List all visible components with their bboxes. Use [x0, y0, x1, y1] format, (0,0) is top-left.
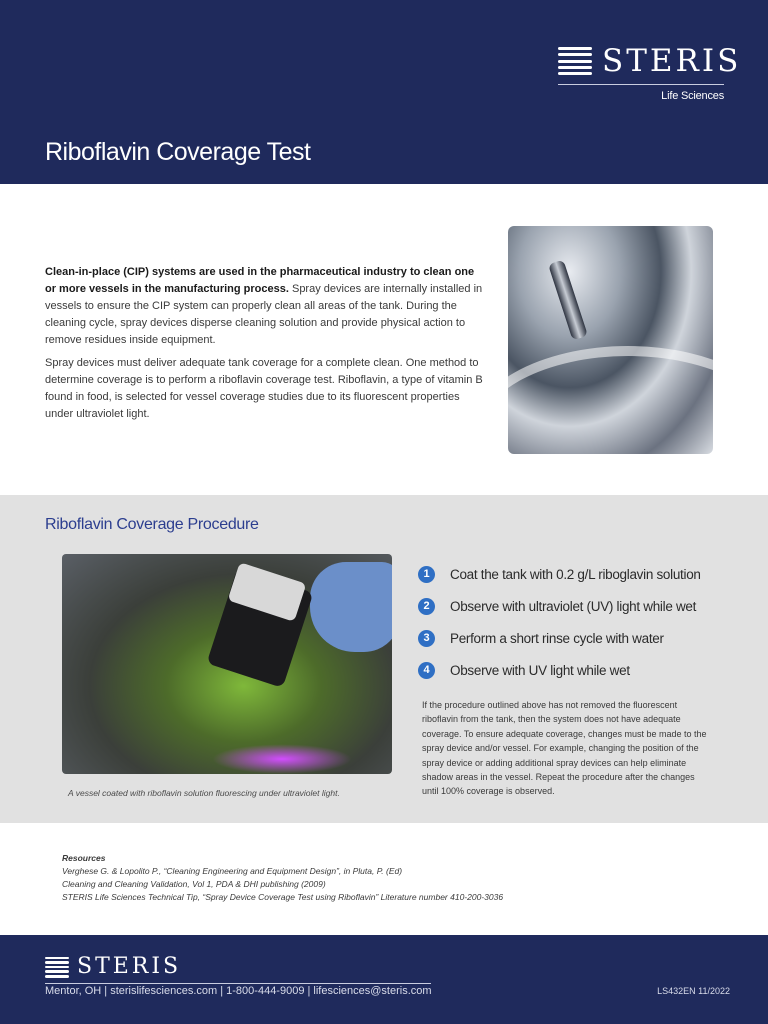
resources — [62, 852, 503, 904]
intro-lead-rest: Spray devices are internally installed in vessels to ensure the CIP system can properly clean all areas of the tank. During the cleaning cycle, spray devices disperse cleaning solution and provide physical action to remove residues inside equipment. — [45, 283, 483, 346]
contact-info: Mentor, OH | sterislifesciences.com | 1-800-444-9009 | lifesciences@steris.com — [45, 985, 432, 997]
procedure-step — [418, 654, 701, 686]
resource-line: Cleaning and Cleaning Validation, Vol 1, PDA & DHI publishing (2009) — [62, 879, 326, 889]
step-text: Perform a short rinse cycle with water — [450, 630, 664, 646]
steris-logo-footer — [45, 955, 181, 979]
intro-text — [45, 264, 485, 429]
brand-name: STERIS — [602, 43, 742, 79]
step-number-badge: 4 — [418, 662, 435, 679]
procedure-steps — [418, 558, 701, 686]
procedure-note: If the procedure outlined above has not removed the fluorescent riboflavin from the tank, then the system does not have adequate coverage. To ensure adequate coverage, changes must be made to the spray device and/or vessel. For example, changing the position of the spray device or adding additional spray devices can help eliminate shadow areas in the vessel. Repeat the procedure after the changes until 100% coverage is observed. — [422, 700, 707, 797]
document-code: LS432EN 11/2022 — [657, 986, 730, 996]
procedure-step — [418, 622, 701, 654]
division-label: Life Sciences — [661, 90, 724, 102]
step-number-badge: 2 — [418, 598, 435, 615]
footer-band — [0, 935, 768, 1024]
steris-logo — [558, 44, 741, 78]
footer-divider — [45, 983, 431, 984]
intro-lead-bold: Clean-in-place (CIP) systems are used in the pharmaceutical industry to clean one or more vessels in the manufacturing process. — [45, 266, 475, 295]
uv-vessel-photo — [62, 554, 392, 774]
resources-title: Resources — [62, 853, 106, 863]
step-text: Observe with UV light while wet — [450, 662, 630, 678]
step-text: Observe with ultraviolet (UV) light while wet — [450, 598, 697, 614]
resource-line: Verghese G. & Lopolito P., “Cleaning Engineering and Equipment Design”, in Pluta, P. (Ed) — [62, 866, 403, 876]
step-number-badge: 1 — [418, 566, 435, 583]
step-number-badge: 3 — [418, 630, 435, 647]
procedure-step — [418, 590, 701, 622]
steris-wave-logo-icon — [45, 957, 69, 978]
spray-device-photo — [508, 226, 713, 454]
step-text: Coat the tank with 0.2 g/L riboglavin solution — [450, 566, 701, 582]
intro-paragraph-1 — [45, 264, 485, 349]
page-title: Riboflavin Coverage Test — [45, 138, 311, 166]
steris-wave-logo-icon — [558, 47, 592, 75]
logo-divider — [558, 84, 724, 85]
photo-caption: A vessel coated with riboflavin solution fluorescing under ultraviolet light. — [68, 788, 340, 798]
procedure-step — [418, 558, 701, 590]
brand-name-footer: STERIS — [77, 954, 182, 979]
intro-paragraph-2: Spray devices must deliver adequate tank coverage for a complete clean. One method to determine coverage is to perform a riboflavin coverage test. Riboflavin, a type of vitamin B found in food, is selected for vessel coverage studies due to its fluorescent properties under ultraviolet light. — [45, 357, 483, 420]
resource-line: STERIS Life Sciences Technical Tip, “Spray Device Coverage Test using Riboflavin” Literature number 410-200-3036 — [62, 892, 504, 902]
procedure-title: Riboflavin Coverage Procedure — [45, 516, 259, 533]
